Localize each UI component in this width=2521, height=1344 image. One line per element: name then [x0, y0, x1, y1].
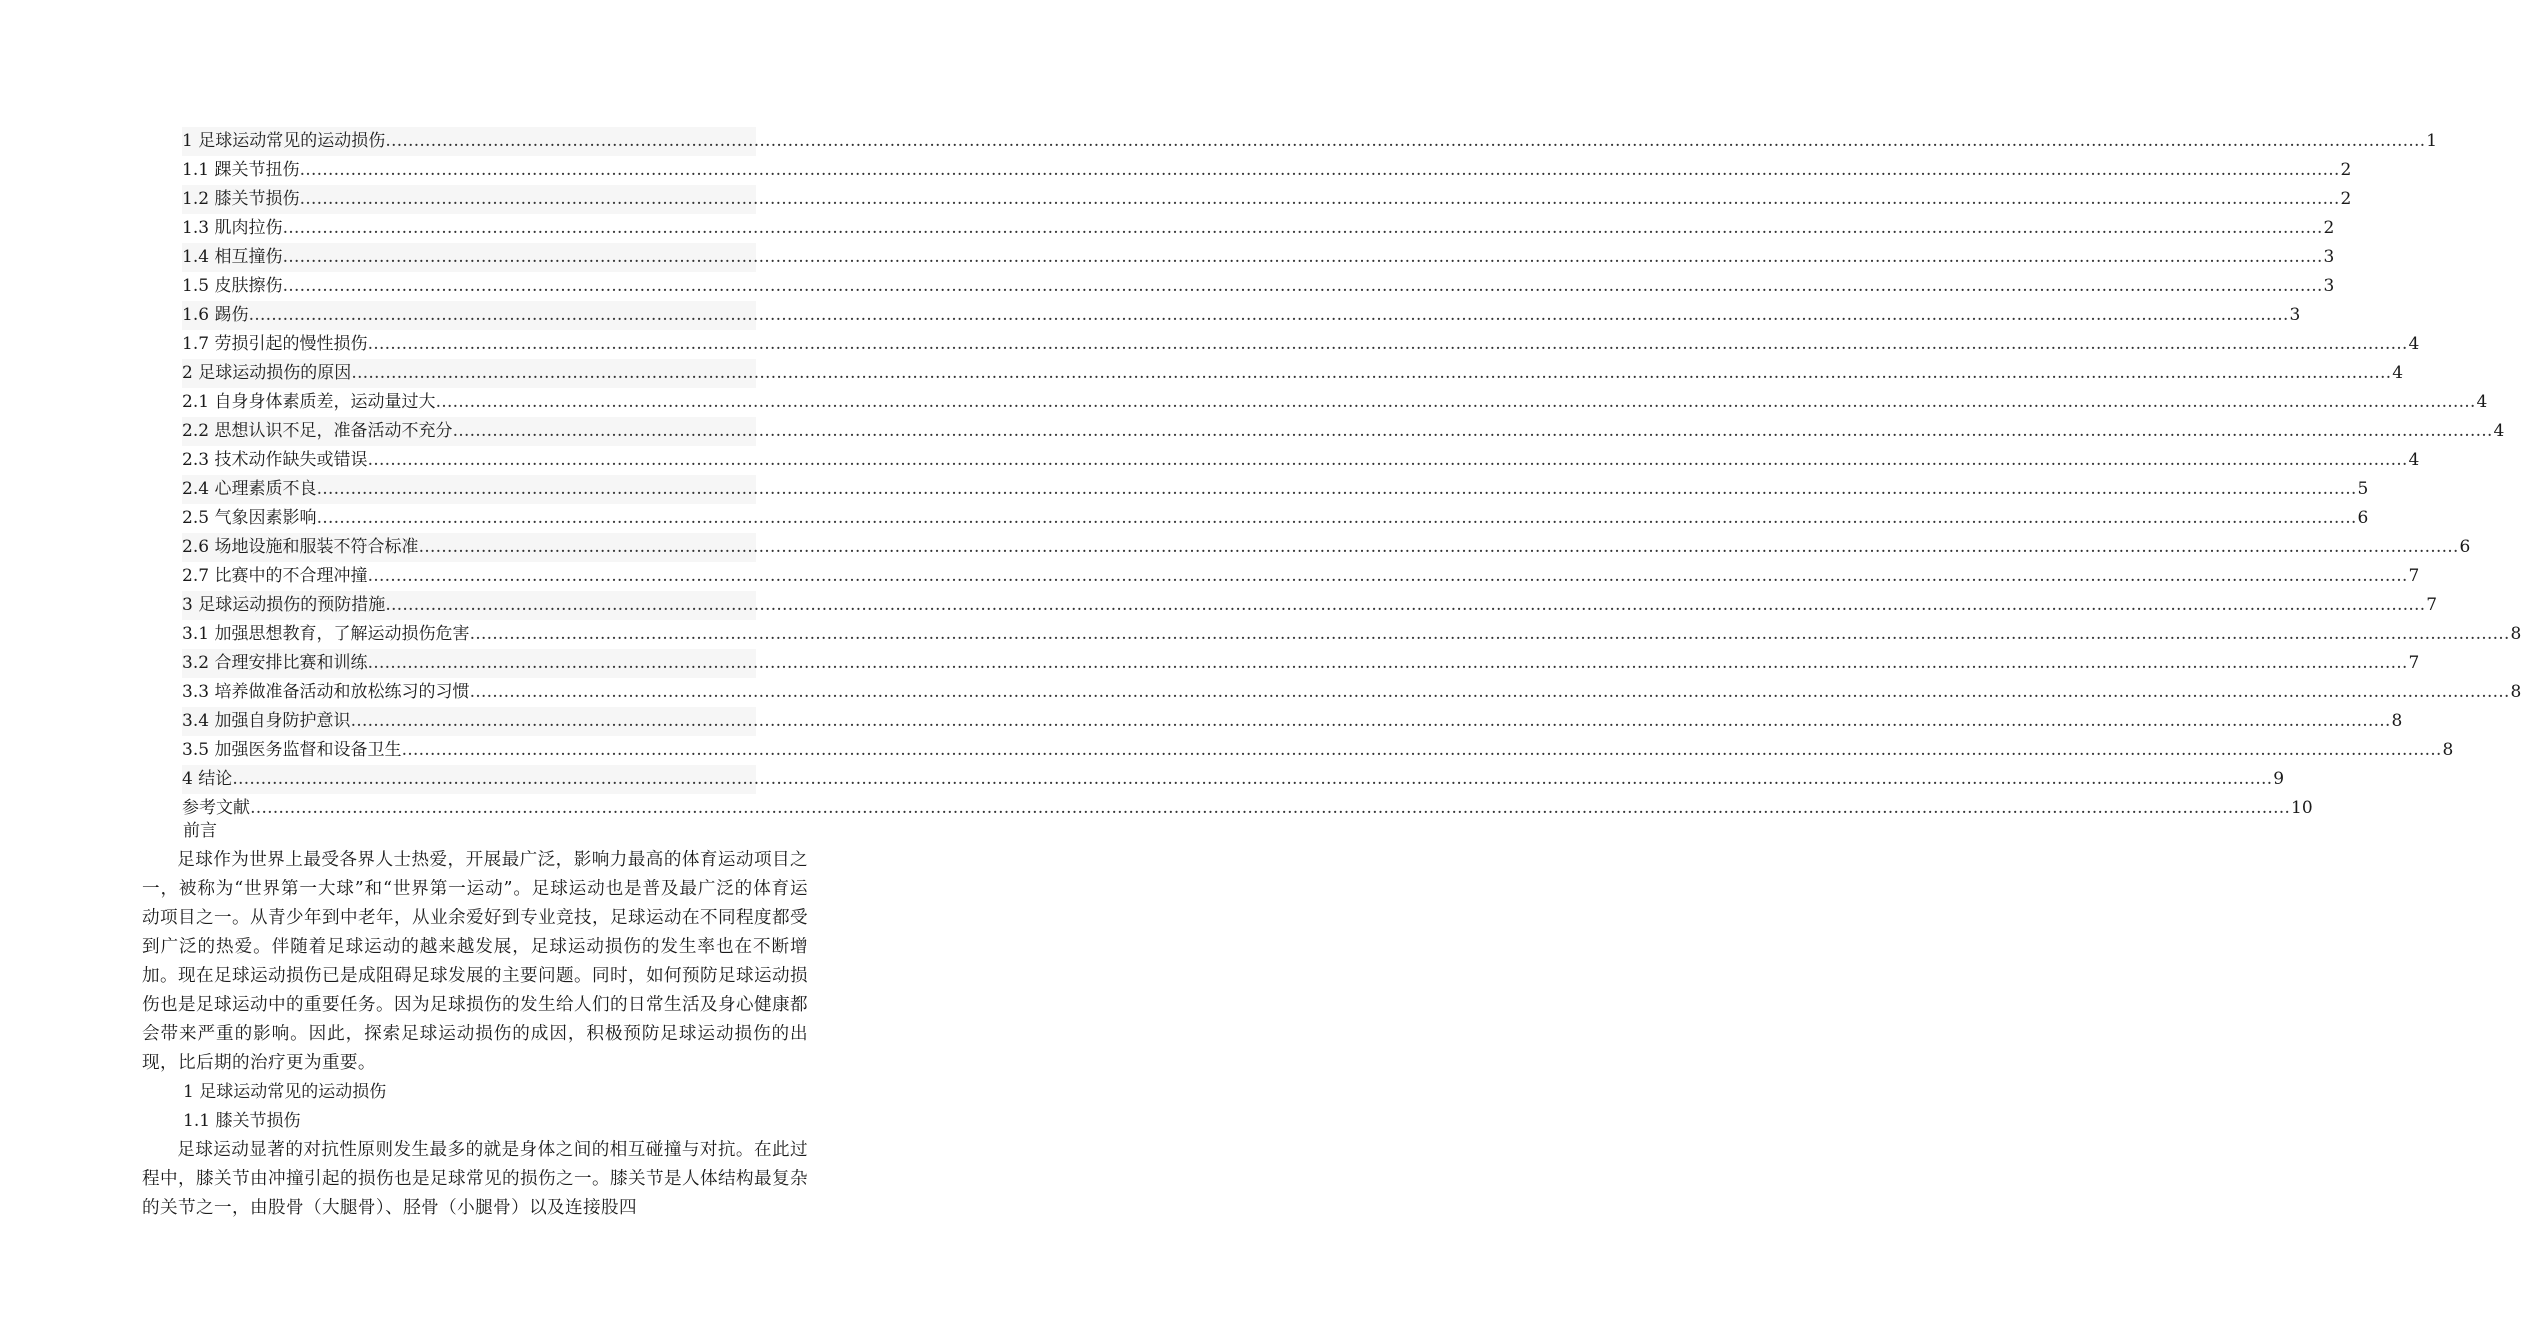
- toc-entry[interactable]: [182, 156, 2352, 185]
- toc-entry[interactable]: [182, 620, 2521, 649]
- toc-entry-page: 8: [2510, 682, 2521, 702]
- toc-entry-page: 6: [2357, 508, 2369, 528]
- toc-leader-dots: ………………………………………………………………………………………………………………………………………………………………………………………………………………………………………………………………………………………………………………………………: [282, 276, 2323, 296]
- toc-leader-dots: ………………………………………………………………………………………………………………………………………………………………………………………………………………………………………………………………………………………………………………………………: [232, 769, 2273, 789]
- toc-entry-title: 1.5 皮肤擦伤: [182, 276, 283, 296]
- toc-entry-title: 3.5 加强医务监督和设备卫生: [182, 740, 402, 760]
- toc-entry-title: 2.4 心理素质不良: [182, 479, 317, 499]
- toc-leader-dots: ………………………………………………………………………………………………………………………………………………………………………………………………………………………………………………………………………………………………………………………………: [299, 189, 2340, 209]
- toc-entry[interactable]: [182, 678, 2521, 707]
- toc-entry-page: 8: [2391, 711, 2403, 731]
- toc-entry-title: 2.2 思想认识不足，准备活动不充分: [182, 421, 453, 441]
- document-body: [142, 817, 808, 1223]
- table-of-contents: [182, 127, 2521, 823]
- toc-entry-page: 7: [2408, 653, 2420, 673]
- toc-leader-dots: ………………………………………………………………………………………………………………………………………………………………………………………………………………………………………………………………………………………………………………………………: [401, 740, 2442, 760]
- toc-entry[interactable]: [182, 562, 2420, 591]
- toc-entry-page: 5: [2357, 479, 2369, 499]
- toc-leader-dots: ………………………………………………………………………………………………………………………………………………………………………………………………………………………………………………………………………………………………………………………………: [385, 131, 2426, 151]
- toc-entry-title: 2.1 自身身体素质差，运动量过大: [182, 392, 436, 412]
- toc-entry[interactable]: [182, 446, 2420, 475]
- toc-leader-dots: ………………………………………………………………………………………………………………………………………………………………………………………………………………………………………………………………………………………………………………………………: [282, 247, 2323, 267]
- toc-leader-dots: ………………………………………………………………………………………………………………………………………………………………………………………………………………………………………………………………………………………………………………………………: [385, 595, 2426, 615]
- toc-entry[interactable]: [182, 417, 2505, 446]
- toc-entry-title: 1.7 劳损引起的慢性损伤: [182, 334, 368, 354]
- toc-entry[interactable]: [182, 504, 2369, 533]
- toc-entry-title: 1.1 踝关节扭伤: [182, 160, 300, 180]
- toc-entry[interactable]: [182, 533, 2471, 562]
- toc-entry[interactable]: [182, 243, 2335, 272]
- toc-entry-page: 2: [2323, 218, 2335, 238]
- toc-entry-page: 7: [2408, 566, 2420, 586]
- toc-entry-page: 3: [2289, 305, 2301, 325]
- toc-entry-page: 4: [2408, 334, 2420, 354]
- preface-heading: 前言: [183, 821, 217, 841]
- toc-entry-page: 4: [2408, 450, 2420, 470]
- toc-entry-page: 4: [2493, 421, 2505, 441]
- toc-entry-page: 3: [2323, 276, 2335, 296]
- toc-entry-title: 参考文献: [182, 798, 250, 818]
- toc-entry[interactable]: [182, 185, 2352, 214]
- toc-leader-dots: ………………………………………………………………………………………………………………………………………………………………………………………………………………………………………………………………………………………………………………………………: [299, 160, 2340, 180]
- toc-entry-title: 3.4 加强自身防护意识: [182, 711, 351, 731]
- toc-leader-dots: ………………………………………………………………………………………………………………………………………………………………………………………………………………………………………………………………………………………………………………………………: [250, 798, 2290, 818]
- toc-entry-title: 2.5 气象因素影响: [182, 508, 317, 528]
- toc-entry-page: 2: [2340, 160, 2352, 180]
- toc-entry-title: 3.1 加强思想教育，了解运动损伤危害: [182, 624, 470, 644]
- toc-entry[interactable]: [182, 272, 2335, 301]
- toc-leader-dots: ………………………………………………………………………………………………………………………………………………………………………………………………………………………………………………………………………………………………………………………………: [367, 334, 2408, 354]
- toc-entry-page: 8: [2442, 740, 2454, 760]
- toc-leader-dots: ………………………………………………………………………………………………………………………………………………………………………………………………………………………………………………………………………………………………………………………………: [351, 363, 2392, 383]
- toc-entry-page: 8: [2510, 624, 2521, 644]
- toc-entry-title: 1.2 膝关节损伤: [182, 189, 300, 209]
- toc-entry[interactable]: [182, 591, 2438, 620]
- toc-entry[interactable]: [182, 301, 2301, 330]
- toc-leader-dots: ………………………………………………………………………………………………………………………………………………………………………………………………………………………………………………………………………………………………………………………………: [469, 682, 2510, 702]
- toc-entry[interactable]: [182, 214, 2335, 243]
- toc-entry-title: 3.3 培养做准备活动和放松练习的习惯: [182, 682, 470, 702]
- toc-entry-title: 1.4 相互撞伤: [182, 247, 283, 267]
- toc-leader-dots: ………………………………………………………………………………………………………………………………………………………………………………………………………………………………………………………………………………………………………………………………: [282, 218, 2323, 238]
- toc-entry[interactable]: [182, 475, 2369, 504]
- preface-paragraph: 足球作为世界上最受各界人士热爱，开展最广泛，影响力最高的体育运动项目之一，被称为“世界第一大球”和“世界第一运动”。足球运动也是普及最广泛的体育运动项目之一。从青少年到中老年，从业余爱好到专业竞技，足球运动在不同程度都受到广泛的热爱。伴随着足球运动的越来越发展，足球运动损伤的发生率也在不断增加。现在足球运动损伤已是成阻碍足球发展的主要问题。同时，如何预防足球运动损伤也是足球运动中的重要任务。因为足球损伤的发生给人们的日常生活及身心健康都会带来严重的影响。因此，探索足球运动损伤的成因，积极预防足球运动损伤的出现，比后期的治疗更为重要。: [142, 850, 808, 1073]
- toc-entry[interactable]: [182, 736, 2454, 765]
- toc-entry-title: 2 足球运动损伤的原因: [182, 363, 352, 383]
- toc-entry-page: 3: [2323, 247, 2335, 267]
- toc-entry[interactable]: [182, 765, 2285, 794]
- toc-leader-dots: ………………………………………………………………………………………………………………………………………………………………………………………………………………………………………………………………………………………………………………………………: [418, 537, 2459, 557]
- toc-leader-dots: ………………………………………………………………………………………………………………………………………………………………………………………………………………………………………………………………………………………………………………………………: [469, 624, 2510, 644]
- toc-leader-dots: ………………………………………………………………………………………………………………………………………………………………………………………………………………………………………………………………………………………………………………………………: [367, 450, 2408, 470]
- toc-leader-dots: ………………………………………………………………………………………………………………………………………………………………………………………………………………………………………………………………………………………………………………………………: [248, 305, 2289, 325]
- toc-entry-title: 1 足球运动常见的运动损伤: [182, 131, 386, 151]
- toc-leader-dots: ………………………………………………………………………………………………………………………………………………………………………………………………………………………………………………………………………………………………………………………………: [367, 653, 2408, 673]
- section-1-1-heading: 1.1 膝关节损伤: [183, 1111, 301, 1131]
- toc-entry-title: 1.6 踢伤: [182, 305, 249, 325]
- toc-entry[interactable]: [182, 330, 2420, 359]
- toc-entry[interactable]: [182, 649, 2420, 678]
- toc-leader-dots: ………………………………………………………………………………………………………………………………………………………………………………………………………………………………………………………………………………………………………………………………: [316, 479, 2357, 499]
- toc-leader-dots: ………………………………………………………………………………………………………………………………………………………………………………………………………………………………………………………………………………………………………………………………: [350, 711, 2391, 731]
- toc-entry-title: 2.7 比赛中的不合理冲撞: [182, 566, 368, 586]
- toc-entry-page: 4: [2392, 363, 2404, 383]
- toc-entry[interactable]: [182, 359, 2404, 388]
- toc-entry-title: 2.6 场地设施和服装不符合标准: [182, 537, 419, 557]
- toc-entry-page: 4: [2476, 392, 2488, 412]
- toc-entry-title: 1.3 肌肉拉伤: [182, 218, 283, 238]
- section-1-heading: 1 足球运动常见的运动损伤: [183, 1082, 387, 1102]
- toc-entry-title: 2.3 技术动作缺失或错误: [182, 450, 368, 470]
- toc-entry-page: 6: [2459, 537, 2471, 557]
- toc-leader-dots: ………………………………………………………………………………………………………………………………………………………………………………………………………………………………………………………………………………………………………………………………: [435, 392, 2476, 412]
- toc-leader-dots: ………………………………………………………………………………………………………………………………………………………………………………………………………………………………………………………………………………………………………………………………: [452, 421, 2493, 441]
- toc-entry-title: 4 结论: [182, 769, 233, 789]
- toc-entry-page: 9: [2273, 769, 2285, 789]
- toc-leader-dots: ………………………………………………………………………………………………………………………………………………………………………………………………………………………………………………………………………………………………………………………………: [367, 566, 2408, 586]
- toc-entry-page: 2: [2340, 189, 2352, 209]
- section-1-1-paragraph: 足球运动显著的对抗性原则发生最多的就是身体之间的相互碰撞与对抗。在此过程中，膝关节由冲撞引起的损伤也是足球常见的损伤之一。膝关节是人体结构最复杂的关节之一，由股骨（大腿骨）、胫骨（小腿骨）以及连接股四: [142, 1140, 808, 1218]
- toc-entry[interactable]: [182, 388, 2488, 417]
- toc-entry-title: 3.2 合理安排比赛和训练: [182, 653, 368, 673]
- toc-leader-dots: ………………………………………………………………………………………………………………………………………………………………………………………………………………………………………………………………………………………………………………………………: [316, 508, 2357, 528]
- toc-entry-page: 7: [2426, 595, 2438, 615]
- toc-entry[interactable]: [182, 707, 2403, 736]
- toc-entry-title: 3 足球运动损伤的预防措施: [182, 595, 386, 615]
- toc-entry-page: 10: [2291, 798, 2313, 818]
- toc-entry-page: 1: [2426, 131, 2438, 151]
- toc-entry[interactable]: [182, 127, 2438, 156]
